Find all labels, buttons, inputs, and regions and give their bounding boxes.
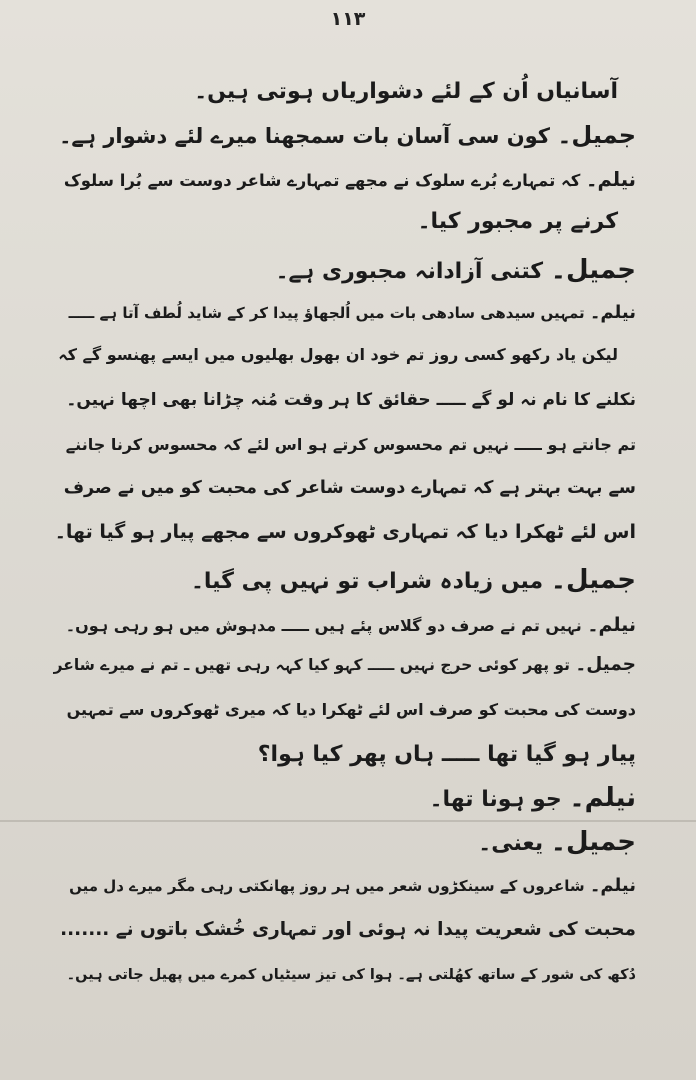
stage-direction: دُکھ کی شور کے ساتھ کھُلتی ہے۔ ہوا کی تیز سیٹیاں کمرے میں پھیل جاتی ہیں۔: [66, 967, 636, 983]
speaker-label: جمیل۔: [550, 565, 636, 595]
text-line: محبت کی شعریت پیدا نہ ہوئی اور تمہاری خُشک باتوں نے .......: [60, 919, 636, 940]
text-line: تم جانتے ہو ـــــ نہیں تم محسوس کرتے ہو اس لئے کہ محسوس کرنا جاننے: [65, 435, 636, 454]
dialogue-line: نیلم۔ شاعروں کے سینکڑوں شعر میں ہر روز پھانکتی رہی مگر میرے دل میں: [69, 875, 636, 896]
speaker-label: نیلم۔: [586, 168, 636, 191]
dialogue-line: جمیل۔ تو پھر کوئی حرج نہیں ـــــ کہو کیا کہہ رہی تھیں ـ تم نے میرے شاعر: [53, 654, 636, 675]
dialogue-line: نیلم۔ کہ تمہارے بُرے سلوک نے مجھے تمہارے شاعر دوست سے بُرا سلوک: [63, 168, 636, 191]
page-crease: [0, 820, 696, 822]
speaker-label: نیلم۔: [569, 783, 636, 813]
dialogue-line: نیلم۔ تمہیں سیدھی سادھی بات میں اُلجھاؤ پیدا کر کے شاید لُطف آتا ہے ـــــ: [68, 302, 636, 323]
speaker-label: نیلم۔: [587, 614, 636, 636]
text-line: نکلنے کا نام نہ لو گے ـــــ حقائق کا ہر وقت مُنہ چڑانا بھی اچھا نہیں۔: [66, 390, 636, 410]
dialogue-line: نیلم۔ جو ہونا تھا۔: [429, 783, 636, 813]
speaker-label: جمیل۔: [550, 255, 636, 285]
dialogue-line: نیلم۔ نہیں تم نے صرف دو گلاس پئے ہیں ـــــ مدہوش میں ہو رہی ہوں۔: [65, 614, 636, 636]
dialogue-line: جمیل۔ کون سی آسان بات سمجھنا میرے لئے دشوار ہے۔: [59, 121, 636, 149]
speaker-label: نیلم۔: [589, 875, 636, 896]
dialogue-line: جمیل۔ کتنی آزادانہ مجبوری ہے۔: [275, 255, 636, 285]
text-line: اس لئے ٹھکرا دیا کہ تمہاری ٹھوکروں سے مجھے پیار ہو گیا تھا۔: [54, 521, 636, 543]
dialogue-line: جمیل۔ میں زیادہ شراب تو نہیں پی گیا۔: [190, 565, 636, 595]
text-line: سے بہت بہتر ہے کہ تمہارے دوست شاعر کی محبت کو میں نے صرف: [63, 478, 636, 498]
dialogue-line: جمیل۔ یعنی۔: [478, 827, 636, 857]
speaker-label: نیلم۔: [589, 302, 636, 323]
speaker-label: جمیل۔: [550, 827, 636, 857]
page-number: ١١٣: [330, 8, 366, 30]
text-line: پیار ہو گیا تھا ـــــ ہاں پھر کیا ہوا؟: [257, 742, 636, 767]
speaker-label: جمیل۔: [575, 654, 636, 675]
speaker-label: جمیل۔: [557, 121, 636, 149]
text-line: کرنے پر مجبور کیا۔: [417, 209, 618, 234]
text-line: لیکن یاد رکھو کسی روز تم خود ان بھول بھلیوں میں ایسے پھنسو گے کہ: [58, 345, 618, 364]
text-line: آسانیاں اُن کے لئے دشواریاں ہوتی ہیں۔: [194, 79, 618, 104]
text-line: دوست کی محبت کو صرف اس لئے ٹھکرا دیا کہ میری ٹھوکروں سے تمہیں: [66, 700, 636, 719]
